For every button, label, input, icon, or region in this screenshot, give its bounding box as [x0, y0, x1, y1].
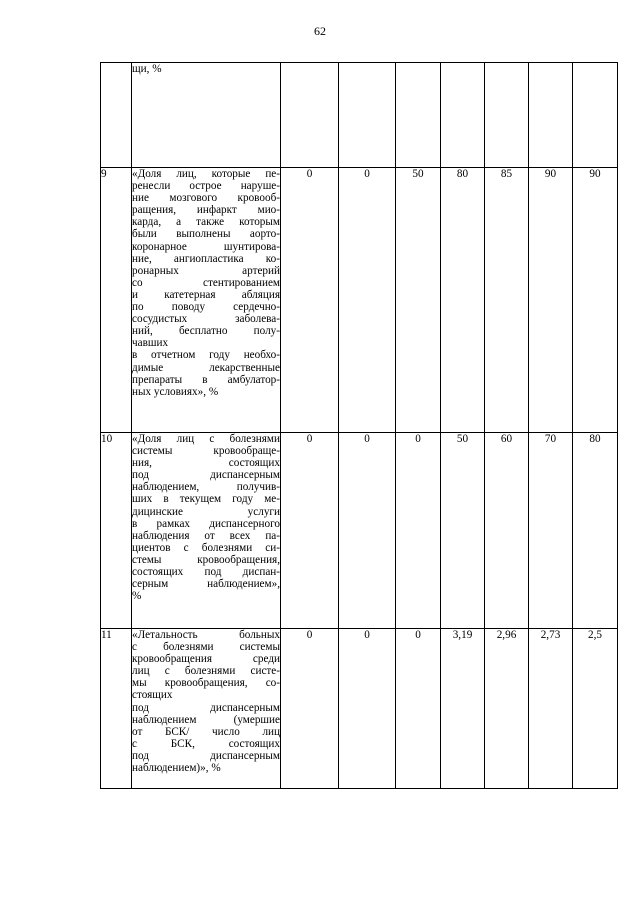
value-cell [441, 63, 485, 168]
value-cell: 70 [529, 433, 573, 629]
value-cell [529, 63, 573, 168]
indicator-name-line: под диспансерным [132, 469, 280, 482]
indicator-name-line: системы кровообраще- [132, 445, 280, 458]
value-cell [339, 63, 396, 168]
value-cell [573, 63, 618, 168]
indicator-name-line: с болезнями системы [132, 641, 280, 654]
indicator-name-line: серным наблюдением», [132, 578, 280, 591]
value-cell: 85 [485, 168, 529, 433]
value-cell: 2,73 [529, 629, 573, 789]
value-cell: 3,19 [441, 629, 485, 789]
indicator-name-line: «Доля лиц с болезнями [132, 433, 280, 445]
indicator-name-line: в рамках диспансерного [132, 517, 280, 530]
indicator-name-line: «Доля лиц, которые пе- [132, 168, 280, 180]
indicator-name-line: состоящих под диспан- [132, 566, 280, 579]
indicator-name-line: ронарных артерий [132, 264, 280, 277]
indicator-name-line: ренесли острое наруше- [132, 180, 280, 193]
value-cell: 0 [281, 629, 339, 789]
indicator-name-line: с БСК, состоящих [132, 737, 280, 750]
value-cell: 80 [573, 433, 618, 629]
table-row [101, 629, 618, 789]
indicator-name-line: в отчетном году необхо- [132, 349, 280, 362]
indicator-name-line: сосудистых заболева- [132, 313, 280, 326]
table-row [101, 63, 618, 168]
indicator-name-line: со стентированием [132, 276, 280, 289]
indicator-name-line: наблюдением (умершие [132, 713, 280, 726]
value-cell: 2,96 [485, 629, 529, 789]
indicator-name-line: ращения, инфаркт мио- [132, 204, 280, 217]
indicator-name [132, 433, 281, 629]
value-cell: 60 [485, 433, 529, 629]
indicator-name-line: стемы кровообращения, [132, 553, 280, 566]
indicator-name-line: щи, % [132, 63, 162, 75]
indicator-name-line: препараты в амбулатор- [132, 373, 280, 386]
indicator-name-line: мы кровообращения, со- [132, 677, 280, 690]
value-cell [281, 63, 339, 168]
indicator-name [132, 63, 281, 168]
indicator-name-line: ния, состоящих [132, 457, 280, 470]
indicator-name-line: ние, ангиопластика ко- [132, 252, 280, 265]
value-cell: 0 [281, 168, 339, 433]
value-cell: 50 [441, 433, 485, 629]
value-cell: 0 [339, 629, 396, 789]
value-cell: 0 [339, 433, 396, 629]
value-cell: 0 [396, 629, 441, 789]
indicator-name-line: под диспансерным [132, 701, 280, 714]
indicators-table [100, 62, 618, 789]
value-cell: 0 [396, 433, 441, 629]
indicator-name-line: ных условиях», % [132, 385, 219, 398]
value-cell: 80 [441, 168, 485, 433]
value-cell: 90 [529, 168, 573, 433]
page-number: 62 [314, 24, 326, 38]
value-cell: 90 [573, 168, 618, 433]
indicator-name-line: циентов с болезнями си- [132, 541, 280, 554]
row-number [101, 63, 132, 168]
indicator-name-line: и катетерная абляция [132, 288, 280, 301]
indicator-name-line: ний, бесплатно полу- [132, 325, 280, 338]
indicator-name-line: димые лекарственные [132, 361, 280, 374]
indicator-name-line: ние мозгового кровооб- [132, 192, 280, 205]
indicator-name-line: коронарное шунтирова- [132, 240, 280, 253]
indicator-name [132, 168, 281, 433]
indicator-name [132, 629, 281, 789]
indicator-name-line: ших в текущем году ме- [132, 493, 280, 506]
indicator-name-line: наблюдением, получив- [132, 481, 280, 494]
indicator-name-line: под диспансерным [132, 749, 280, 762]
value-cell: 50 [396, 168, 441, 433]
value-cell [485, 63, 529, 168]
indicator-name-line: % [132, 590, 142, 603]
indicator-name-line: наблюдения от всех па- [132, 529, 280, 542]
indicator-name-line: лиц с болезнями систе- [132, 665, 280, 678]
value-cell: 2,5 [573, 629, 618, 789]
indicator-name-line: «Летальность больных [132, 629, 280, 641]
value-cell: 0 [339, 168, 396, 433]
value-cell: 0 [281, 433, 339, 629]
table-row [101, 168, 618, 433]
indicator-name-line: от БСК/ число лиц [132, 725, 280, 738]
indicator-name-line: кровообращения среди [132, 653, 280, 666]
indicator-name-line: дицинские услуги [132, 505, 280, 518]
indicator-name-line: карда, а также которым [132, 216, 280, 229]
indicator-name-line: стоящих [132, 689, 173, 702]
table-row [101, 433, 618, 629]
indicator-name-line: наблюдением)», % [132, 762, 221, 775]
row-number: 10 [101, 433, 132, 629]
indicator-name-line: были выполнены аорто- [132, 228, 280, 241]
row-number: 9 [101, 168, 132, 433]
indicator-name-line: по поводу сердечно- [132, 301, 280, 314]
value-cell [396, 63, 441, 168]
indicator-name-line: чавших [132, 337, 169, 350]
row-number: 11 [101, 629, 132, 789]
